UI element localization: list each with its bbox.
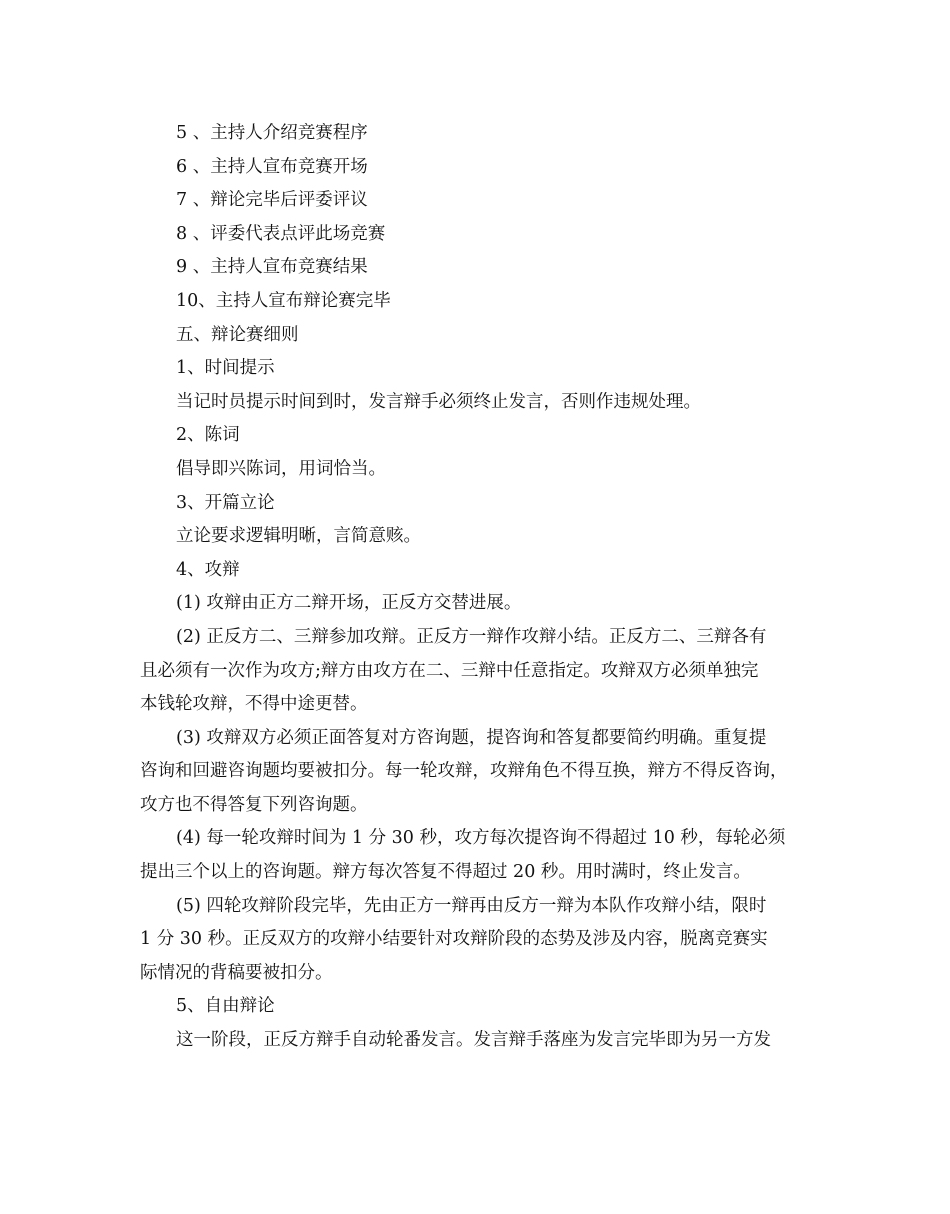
subheading: 1、时间提示 <box>176 358 275 379</box>
paragraph-line: (1) 攻辩由正方二辩开场，正反方交替进展。 <box>176 593 522 614</box>
paragraph-line: 攻方也不得答复下列咨询题。 <box>140 794 368 815</box>
subheading: 4、攻辩 <box>176 559 240 580</box>
paragraph-line: (2) 正反方二、三辩参加攻辩。正反方一辩作攻辩小结。正反方二、三辩各有 <box>176 626 767 647</box>
paragraph-line: (5) 四轮攻辩阶段完毕，先由正方一辩再由反方一辩为本队作攻辩小结，限时 <box>176 895 767 916</box>
list-item-step-5: 5 、主持人介绍竞赛程序 <box>176 123 368 143</box>
subheading: 3、开篇立论 <box>176 492 275 513</box>
paragraph-line: 际情况的背稿要被扣分。 <box>140 962 333 983</box>
paragraph-line: 且必须有一次作为攻方;辩方由攻方在二、三辩中任意指定。攻辩双方必须单独完 <box>140 660 759 681</box>
paragraph-line: 立论要求逻辑明晰，言简意赅。 <box>176 526 421 547</box>
paragraph-line: 这一阶段，正反方辩手自动轮番发言。发言辩手落座为发言完毕即为另一方发 <box>176 1030 771 1051</box>
subheading: 2、陈词 <box>176 425 240 446</box>
list-item-step-6: 6 、主持人宣布竞赛开场 <box>176 156 368 177</box>
paragraph-line: 提出三个以上的咨询题。辩方每次答复不得超过 20 秒。用时满时，终止发言。 <box>140 862 751 883</box>
list-item-step-8: 8 、评委代表点评此场竞赛 <box>176 223 386 244</box>
list-item-step-10: 10、主持人宣布辩论赛完毕 <box>176 290 391 311</box>
subheading: 5、自由辩论 <box>176 996 275 1017</box>
paragraph-line: (3) 攻辩双方必须正面答复对方咨询题，提咨询和答复都要简约明确。重复提 <box>176 727 767 748</box>
paragraph-line: 当记时员提示时间到时，发言辩手必须终止发言，否则作违规处理。 <box>176 391 701 412</box>
paragraph-line: 1 分 30 秒。正反双方的攻辩小结要针对攻辩阶段的态势及涉及内容，脱离竞赛实 <box>140 929 768 950</box>
paragraph-line: 倡导即兴陈词，用词恰当。 <box>176 458 386 479</box>
paragraph-line: (4) 每一轮攻辩时间为 1 分 30 秒，攻方每次提咨询不得超过 10 秒，每轮必须 <box>176 828 786 849</box>
section-heading: 五、辩论赛细则 <box>176 324 299 345</box>
paragraph-line: 本钱轮攻辩，不得中途更替。 <box>140 694 368 715</box>
document-body <box>140 117 815 1058</box>
list-item-step-7: 7 、辩论完毕后评委评议 <box>176 190 368 211</box>
list-item-step-9: 9 、主持人宣布竞赛结果 <box>176 257 368 278</box>
paragraph-line: 咨询和回避咨询题均要被扣分。每一轮攻辩，攻辩角色不得互换，辩方不得反咨询， <box>140 761 788 782</box>
